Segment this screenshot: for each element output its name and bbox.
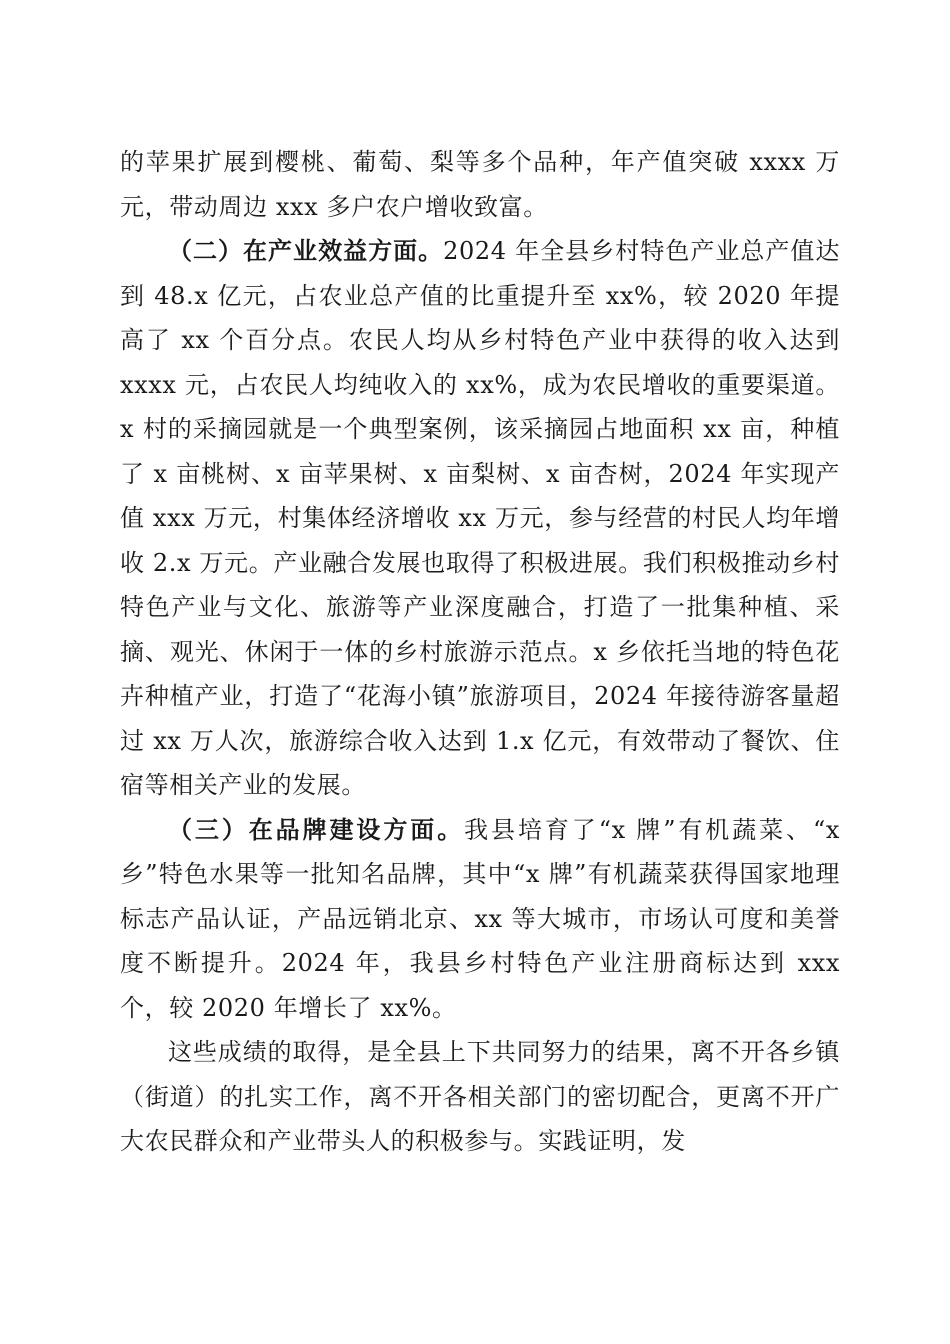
paragraph-summary xyxy=(120,1030,840,1164)
paragraph-industry-benefit xyxy=(120,229,840,808)
paragraph-text: 这些成绩的取得，是全县上下共同努力的结果，离不开各乡镇（街道）的扎实工作，离不开各相关部门的密切配合，更离不开广大农民群众和产业带头人的积极参与。实践证明，发 xyxy=(120,1038,840,1155)
document-body xyxy=(120,140,840,1164)
paragraph-brand-building xyxy=(120,808,840,1031)
paragraph-continuation xyxy=(120,140,840,229)
section-heading-brand-building: （三）在品牌建设方面。 xyxy=(168,814,465,844)
paragraph-text: 的苹果扩展到樱桃、葡萄、梨等多个品种，年产值突破 xxxx 万元，带动周边 xxx 多户农户增收致富。 xyxy=(120,148,840,221)
paragraph-text: 2024 年全县乡村特色产业总产值达到 48.x 亿元，占农业总产值的比重提升至 xx%，较 2020 年提高了 xx 个百分点。农民人均从乡村特色产业中获得的收入达到 xxxx 元，占农民人均纯收入的 xx%，成为农民增收的重要渠道。x 村的采摘园就是一个典型案例，该采摘园占地面积 xx 亩，种植了 x 亩桃树、x 亩苹果树、x 亩梨树、x 亩杏树，2024 年实现产值 xxx 万元，村集体经济增收 xx 万元，参与经营的村民人均年增收 2.x 万元。产业融合发展也取得了积极进展。我们积极推动乡村特色产业与文化、旅游等产业深度融合，打造了一批集种植、采摘、观光、休闲于一体的乡村旅游示范点。x 乡依托当地的特色花卉种植产业，打造了“花海小镇”旅游项目，2024 年接待游客量超过 xx 万人次，旅游综合收入达到 1.x 亿元，有效带动了餐饮、住宿等相关产业的发展。 xyxy=(120,237,840,799)
section-heading-industry-benefit: （二）在产业效益方面。 xyxy=(168,236,444,265)
paragraph-text: 我县培育了“x 牌”有机蔬菜、“x 乡”特色水果等一批知名品牌，其中“x 牌”有机蔬菜获得国家地理标志产品认证，产品远销北京、xx 等大城市，市场认可度和美誉度不断提升。2024 年，我县乡村特色产业注册商标达到 xxx 个，较 2020 年增长了 xx%。 xyxy=(120,815,840,1022)
